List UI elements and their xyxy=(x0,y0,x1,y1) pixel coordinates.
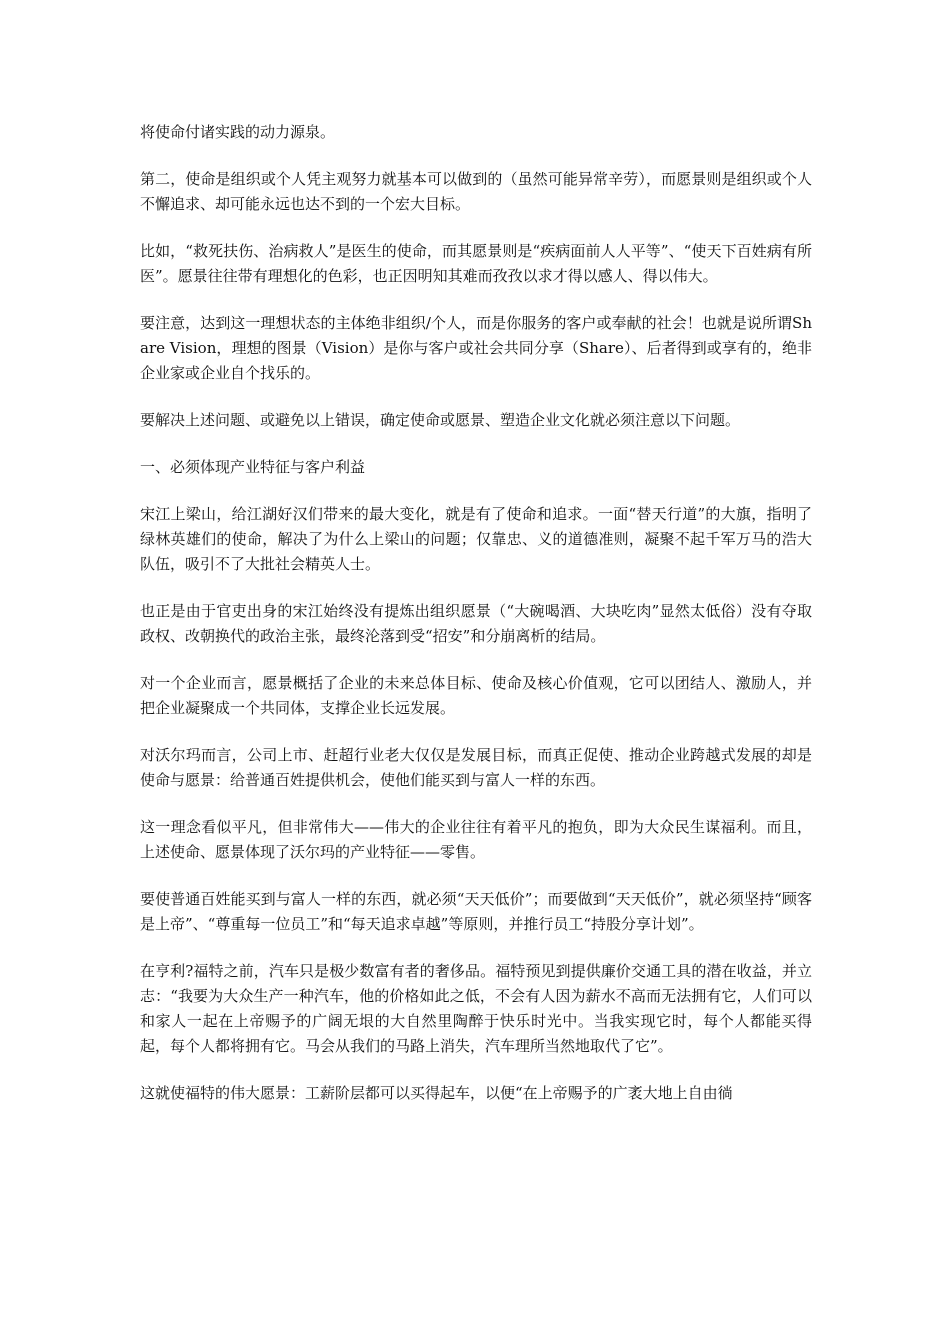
paragraph-12: 要使普通百姓能买到与富人一样的东西，就必须“天天低价”；而要做到“天天低价”，就必须坚持“顾客是上帝”、“尊重每一位员工”和“每天追求卓越”等原则，并推行员工“持股分享计划”。 xyxy=(140,890,812,933)
paragraph-4: 要注意，达到这一理想状态的主体绝非组织/个人，而是你服务的客户或奉献的社会！也就是说所谓Share Vision，理想的图景（Vision）是你与客户或社会共同分享（Share）、后者得到或享有的，绝非企业家或企业自个找乐的。 xyxy=(140,314,812,382)
paragraph-8: 也正是由于官吏出身的宋江始终没有提炼出组织愿景（“大碗喝酒、大块吃肉”显然太低俗）没有夺取政权、改朝换代的政治主张，最终沦落到受“招安”和分崩离析的结局。 xyxy=(140,602,812,645)
paragraph-1: 将使命付诸实践的动力源泉。 xyxy=(140,123,336,141)
paragraph-9: 对一个企业而言，愿景概括了企业的未来总体目标、使命及核心价值观，它可以团结人、激励人，并把企业凝聚成一个共同体，支撑企业长远发展。 xyxy=(140,674,812,717)
paragraph-3: 比如，“救死扶伤、治病救人”是医生的使命，而其愿景则是“疾病面前人人平等”、“使天下百姓病有所医”。愿景往往带有理想化的色彩，也正因明知其难而孜孜以求才得以感人、得以伟大。 xyxy=(140,242,812,285)
paragraph-14: 这就使福特的伟大愿景：工薪阶层都可以买得起车，以便“在上帝赐予的广袤大地上自由徜 xyxy=(140,1084,733,1102)
paragraph-2: 第二，使命是组织或个人凭主观努力就基本可以做到的（虽然可能异常辛劳），而愿景则是组织或个人不懈追求、却可能永远也达不到的一个宏大目标。 xyxy=(140,170,812,213)
paragraph-13: 在亨利?福特之前，汽车只是极少数富有者的奢侈品。福特预见到提供廉价交通工具的潜在收益，并立志：“我要为大众生产一种汽车，他的价格如此之低，不会有人因为薪水不高而无法拥有它，人们可以和家人一起在上帝赐予的广阔无垠的大自然里陶醉于快乐时光中。当我实现它时，每个人都能买得起，每个人都将拥有它。马会从我们的马路上消失，汽车理所当然地取代了它”。 xyxy=(140,962,812,1055)
paragraph-7: 宋江上梁山，给江湖好汉们带来的最大变化，就是有了使命和追求。一面“替天行道”的大旗，指明了绿林英雄们的使命，解决了为什么上梁山的问题；仅靠忠、义的道德准则，凝聚不起千军万马的浩大队伍，吸引不了大批社会精英人士。 xyxy=(140,505,812,573)
paragraph-10: 对沃尔玛而言，公司上市、赶超行业老大仅仅是发展目标，而真正促使、推动企业跨越式发展的却是使命与愿景：给普通百姓提供机会，使他们能买到与富人一样的东西。 xyxy=(140,746,812,789)
paragraph-5: 要解决上述问题、或避免以上错误，确定使命或愿景、塑造企业文化就必须注意以下问题。 xyxy=(140,411,741,429)
document-body xyxy=(140,120,812,1128)
section-heading: 一、必须体现产业特征与客户利益 xyxy=(140,458,366,476)
paragraph-11: 这一理念看似平凡，但非常伟大——伟大的企业往往有着平凡的抱负，即为大众民生谋福利。而且，上述使命、愿景体现了沃尔玛的产业特征——零售。 xyxy=(140,818,812,861)
